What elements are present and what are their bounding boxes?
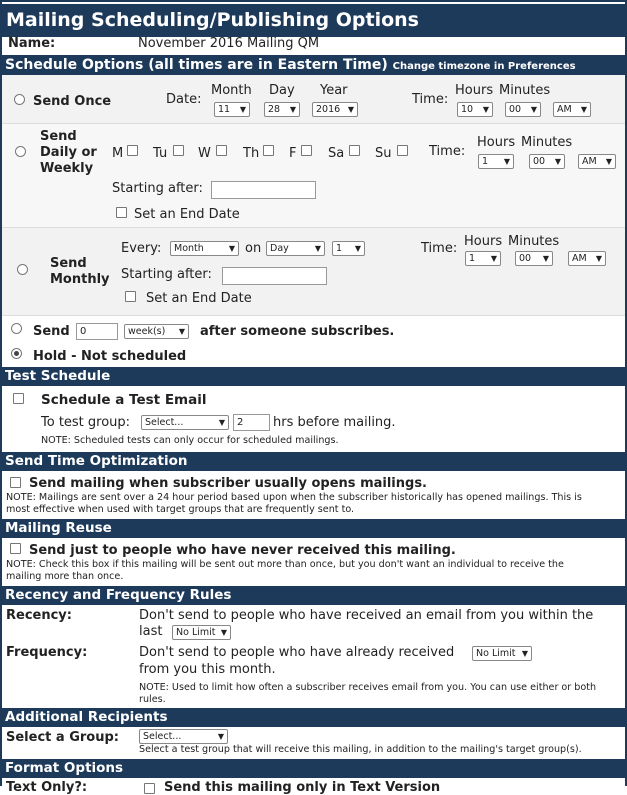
year-header: Year xyxy=(320,83,348,98)
monthly-end-date-checkbox[interactable] xyxy=(125,291,136,302)
monthly-minutes-header: Minutes xyxy=(508,234,560,249)
after-subscribe-label: Send xyxy=(33,324,70,339)
additional-group-select[interactable]: Select... ▼ xyxy=(139,729,228,744)
daily-end-date-checkbox[interactable] xyxy=(116,207,127,218)
text-only-label: Text Only?: xyxy=(6,780,88,795)
month-header: Month xyxy=(211,83,252,98)
monthly-label-2: Monthly xyxy=(50,272,110,287)
day-m-label: M xyxy=(112,146,124,161)
daily-minute-select[interactable]: 00 ▼ xyxy=(529,154,565,169)
day-w-checkbox[interactable] xyxy=(216,145,227,156)
monthly-ampm-select[interactable]: AM ▼ xyxy=(568,251,606,266)
divider xyxy=(2,315,625,316)
recency-text-2: last xyxy=(139,624,163,639)
on-select[interactable]: Day ▼ xyxy=(266,241,325,256)
minutes-header: Minutes xyxy=(499,83,551,98)
minute-select[interactable]: 00 ▼ xyxy=(505,102,541,117)
recency-header: Recency and Frequency Rules xyxy=(2,586,625,605)
test-email-label xyxy=(41,392,206,408)
frequency-text-1: Don't send to people who have already received xyxy=(139,645,455,660)
name-label: Name: xyxy=(8,36,56,51)
day-w-label: W xyxy=(198,146,211,161)
day-select[interactable]: 28 ▼ xyxy=(264,102,300,117)
reuse-note-2: mailing more than once. xyxy=(6,571,124,582)
frequency-text-2: from you this month. xyxy=(139,662,276,677)
day-tu-checkbox[interactable] xyxy=(173,145,184,156)
after-subscribe-radio[interactable] xyxy=(11,323,22,334)
day-th-checkbox[interactable] xyxy=(263,145,274,156)
test-note: NOTE: Scheduled tests can only occur for scheduled mailings. xyxy=(41,435,339,446)
daily-starting-label: Starting after: xyxy=(112,181,203,196)
monthly-end-date-label: Set an End Date xyxy=(146,291,252,306)
ampm-select[interactable]: AM ▼ xyxy=(553,102,591,117)
daily-time-label: Time: xyxy=(429,144,466,159)
reuse-header: Mailing Reuse xyxy=(2,519,625,538)
additional-note: Select a test group that will receive this mailing, in addition to the mailing's target group(s). xyxy=(139,744,582,755)
sto-header: Send Time Optimization xyxy=(2,452,625,471)
monthly-minute-select[interactable]: 00 ▼ xyxy=(515,251,553,266)
hours-header: Hours xyxy=(455,83,494,98)
day-tu-label: Tu xyxy=(153,146,168,161)
test-group-label: To test group: xyxy=(41,415,131,430)
select-group-label: Select a Group: xyxy=(6,730,119,745)
recency-label: Recency: xyxy=(6,608,72,623)
recency-note-2: rules. xyxy=(139,694,166,705)
monthly-label-1: Send xyxy=(50,256,87,271)
monthly-starting-label: Starting after: xyxy=(121,267,212,282)
sto-checkbox[interactable] xyxy=(10,477,21,488)
after-subscribe-suffix: after someone subscribes. xyxy=(200,324,395,339)
every-select[interactable]: Month ▼ xyxy=(170,241,239,256)
recency-select[interactable]: No Limit ▼ xyxy=(172,625,231,640)
schedule-options-heading: Schedule Options (all times are in Eastern Time) xyxy=(5,57,388,73)
daily-label-2: Daily or xyxy=(40,145,97,160)
daily-label-3: Weekly xyxy=(40,161,94,176)
daily-label-1: Send xyxy=(40,129,77,144)
monthly-hour-select[interactable]: 1 ▼ xyxy=(465,251,501,266)
recency-text-1: Don't send to people who have received an email from you within the xyxy=(139,608,594,623)
day-sa-checkbox[interactable] xyxy=(349,145,360,156)
format-options-header: Format Options xyxy=(2,759,625,778)
reuse-note-1: NOTE: Check this box if this mailing will be sent out more than once, but you don't want an individual to receive the xyxy=(6,559,564,570)
monthly-radio[interactable] xyxy=(17,264,28,275)
hour-select[interactable]: 10 ▼ xyxy=(457,102,493,117)
year-select[interactable]: 2016 ▼ xyxy=(312,102,358,117)
reuse-label: Send just to people who have never received this mailing. xyxy=(29,543,456,558)
hold-label: Hold - Not scheduled xyxy=(33,349,187,364)
monthly-day-select[interactable]: 1 ▼ xyxy=(332,241,365,256)
daily-hours-header: Hours xyxy=(477,135,516,150)
page-title: Mailing Scheduling/Publishing Options xyxy=(2,4,625,37)
change-timezone-link[interactable]: Change timezone in Preferences xyxy=(392,61,576,72)
month-select[interactable]: 11 ▼ xyxy=(214,102,250,117)
sto-label: Send mailing when subscriber usually opens mailings. xyxy=(29,476,427,491)
test-hours-suffix: hrs before mailing. xyxy=(273,415,396,430)
monthly-hours-header: Hours xyxy=(464,234,503,249)
text-only-checkbox-label: Send this mailing only in Text Version xyxy=(164,780,441,795)
frequency-select[interactable]: No Limit ▼ xyxy=(472,646,532,661)
send-once-label: Send Once xyxy=(33,94,112,109)
day-header: Day xyxy=(269,83,295,98)
after-subscribe-unit-select[interactable]: week(s) ▼ xyxy=(124,324,189,339)
monthly-starting-input[interactable] xyxy=(222,267,327,285)
send-once-radio[interactable] xyxy=(14,94,25,105)
daily-starting-input[interactable] xyxy=(211,181,316,199)
test-hours-input[interactable]: 2 xyxy=(233,414,270,431)
daily-weekly-radio[interactable] xyxy=(15,146,26,157)
date-label: Date: xyxy=(166,92,202,107)
monthly-time-label: Time: xyxy=(421,241,458,256)
frequency-label: Frequency: xyxy=(6,645,88,660)
day-f-checkbox[interactable] xyxy=(301,145,312,156)
every-label: Every: xyxy=(121,241,162,256)
time-label: Time: xyxy=(412,92,449,107)
day-su-label: Su xyxy=(375,146,392,161)
test-email-label-text: Schedule a Test Email xyxy=(41,392,207,408)
day-m-checkbox[interactable] xyxy=(127,145,138,156)
reuse-checkbox[interactable] xyxy=(10,543,21,554)
sto-note-1: NOTE: Mailings are sent over a 24 hour period based upon when the subscriber historically has opened mailings. This is xyxy=(6,492,582,503)
test-email-checkbox[interactable] xyxy=(13,393,24,404)
sto-note-2: most effective when used with target groups that are frequently sent to. xyxy=(6,504,355,515)
day-su-checkbox[interactable] xyxy=(397,145,408,156)
daily-minutes-header: Minutes xyxy=(521,135,573,150)
recency-note-1: NOTE: Used to limit how often a subscriber receives email from you. You can use either or both xyxy=(139,682,597,693)
name-value: November 2016 Mailing QM xyxy=(138,36,320,51)
daily-hour-select[interactable]: 1 ▼ xyxy=(478,154,514,169)
day-f-label: F xyxy=(289,146,297,161)
text-only-checkbox[interactable] xyxy=(144,783,155,794)
additional-recipients-header: Additional Recipients xyxy=(2,708,625,727)
daily-end-date-label: Set an End Date xyxy=(134,207,240,222)
on-label: on xyxy=(245,241,262,256)
test-group-select[interactable]: Select... ▼ xyxy=(141,415,229,430)
schedule-options-header xyxy=(2,55,625,75)
day-th-label: Th xyxy=(243,146,260,161)
hold-radio[interactable] xyxy=(11,348,22,359)
test-schedule-header: Test Schedule xyxy=(2,367,625,386)
daily-ampm-select[interactable]: AM ▼ xyxy=(578,154,616,169)
after-subscribe-count-input[interactable]: 0 xyxy=(76,323,118,340)
day-sa-label: Sa xyxy=(328,146,345,161)
